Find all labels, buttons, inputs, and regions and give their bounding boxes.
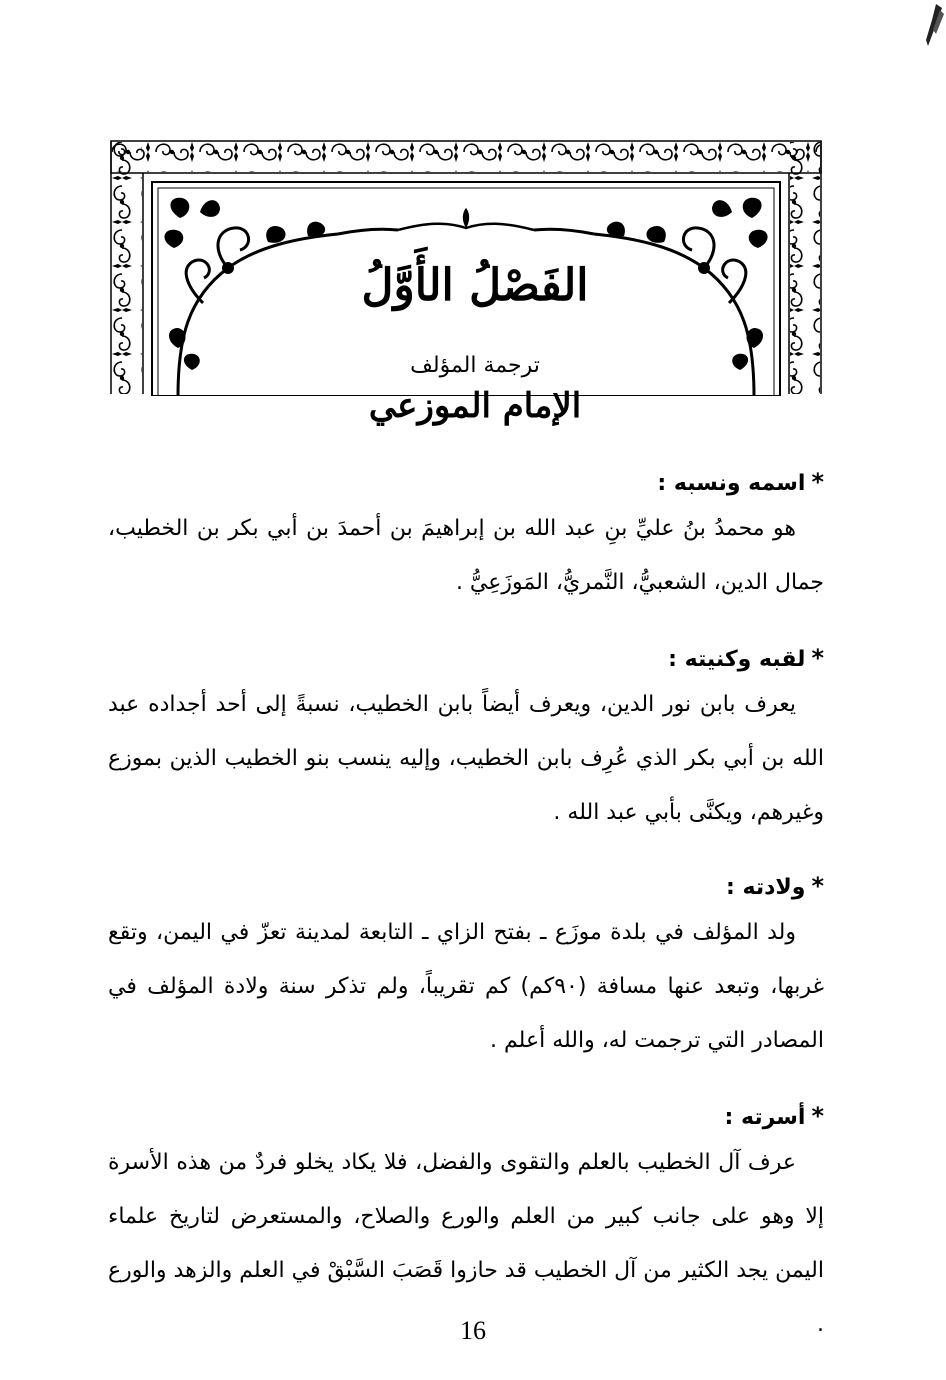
section-paragraph: عرف آل الخطيب بالعلم والتقوى والفضل، فلا يكاد يخلو فردٌ من هذه الأسرة إلا وهو على جانب كبير من العلم والورع والصلاح، والمستعرض لتاريخ علماء اليمن يجد الكثير من آل الخطيب قد حازوا قَصَبَ السَّبْقْ في العلم والزهد والورع . bbox=[108, 1150, 824, 1337]
section-title-kunya bbox=[108, 638, 824, 840]
asterisk-marker: * bbox=[811, 1102, 824, 1130]
section-heading bbox=[108, 462, 824, 502]
asterisk-marker: * bbox=[811, 644, 824, 672]
scan-smudge bbox=[906, 0, 946, 60]
section-paragraph: يعرف بابن نور الدين، ويعرف أيضاً بابن الخطيب، نسبةً إلى أحد أجداده عبد الله بن أبي بكر الذي عُرِف بابن الخطيب، وإليه ينسب بنو الخطيب الذين بموزع وغيرهم، ويكنَّى بأبي عبد الله . bbox=[108, 692, 824, 825]
section-heading bbox=[108, 866, 824, 906]
asterisk-marker: * bbox=[811, 872, 824, 900]
section-family bbox=[108, 1096, 824, 1352]
section-paragraph: ولد المؤلف في بلدة موزَع ـ بفتح الزاي ـ التابعة لمدينة تعزّ في اليمن، وتقع غربها، وتبعد عنها مسافة (٩٠كم) كم تقريباً، ولم تذكر سنة ولادة المؤلف في المصادر التي ترجمت له، والله أعلم . bbox=[108, 920, 824, 1053]
section-heading-text: ولادته : bbox=[726, 875, 806, 900]
page-number: 16 bbox=[460, 1316, 486, 1345]
section-heading bbox=[108, 1096, 824, 1136]
imam-name-heading: الإمام الموزعي bbox=[368, 386, 582, 426]
section-name-lineage bbox=[108, 462, 824, 610]
section-heading-text: أسرته : bbox=[724, 1105, 806, 1130]
section-heading-text: لقبه وكنيته : bbox=[668, 647, 806, 672]
section-heading bbox=[108, 638, 824, 678]
section-paragraph: هو محمدُ بنُ عليِّ بنِ عبد الله بن إبراهيمَ بن أحمدَ بن أبي بكر بن الخطيب، جمال الدين، الشعبيُّ، النَّمريُّ، المَوزَعِيُّ . bbox=[108, 516, 824, 595]
chapter-title: الفَصْلُ الأَوَّلُ bbox=[361, 260, 589, 311]
section-birth bbox=[108, 866, 824, 1068]
chapter-subtitle: ترجمة المؤلف bbox=[410, 353, 540, 378]
section-heading-text: اسمه ونسبه : bbox=[657, 471, 806, 496]
chapter-body bbox=[108, 462, 824, 1352]
asterisk-marker: * bbox=[811, 468, 824, 496]
